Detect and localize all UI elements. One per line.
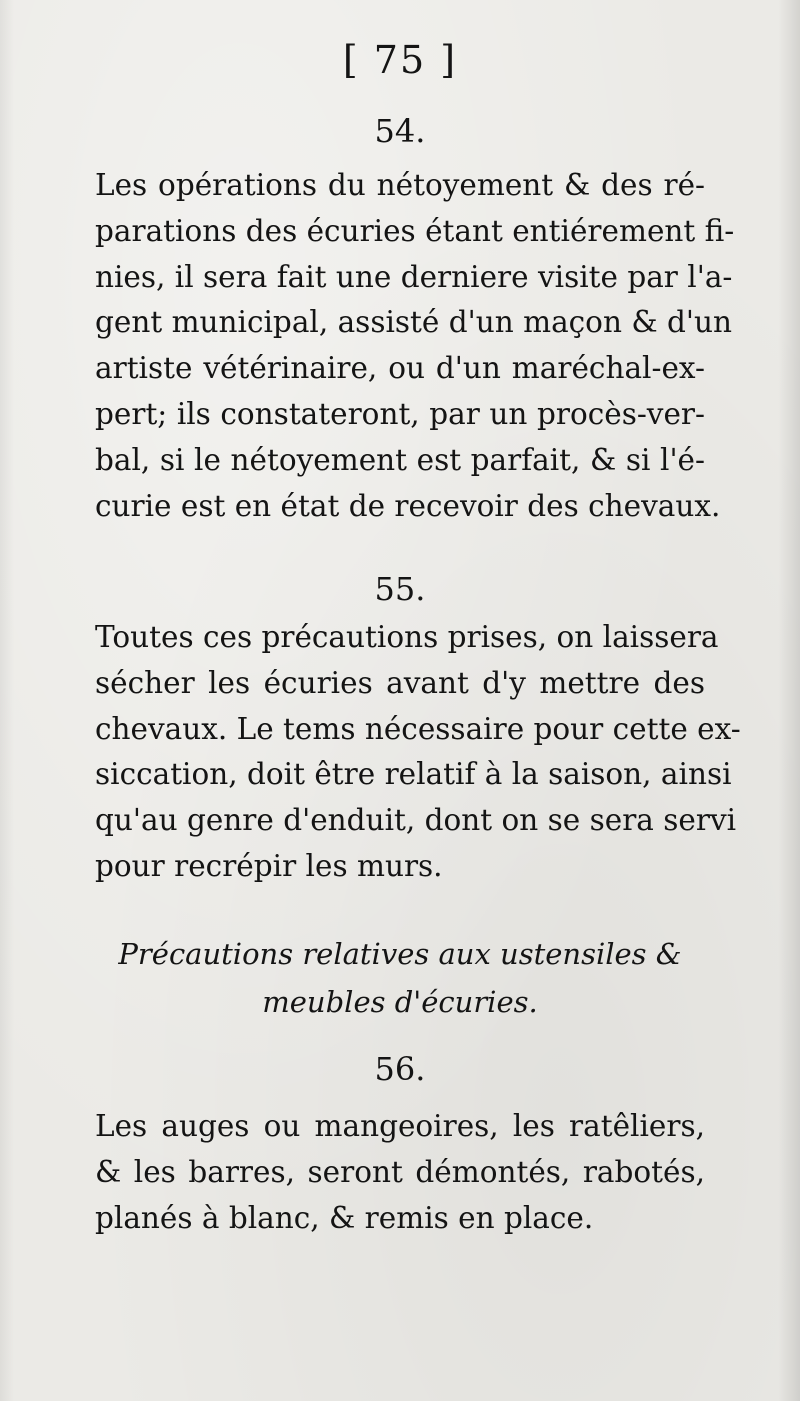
- article-number-55: 55.: [374, 570, 426, 608]
- article-54-text: [95, 163, 735, 529]
- text-line: pour recrépir les murs.: [95, 848, 443, 883]
- text-line: curie est en état de recevoir des chevaux.: [95, 488, 721, 523]
- article-number-54: 54.: [374, 112, 426, 150]
- text-line: pert; ils constateront, par un procès-ver-: [95, 396, 705, 431]
- heading-line: Précautions relatives aux ustensiles &: [118, 937, 682, 971]
- text-line: nies, il sera fait une derniere visite par l'a-: [95, 259, 733, 294]
- text-line: artiste vétérinaire, ou d'un maréchal-ex-: [95, 351, 705, 386]
- text-line: & les barres, seront démontés, rabotés,: [95, 1154, 705, 1189]
- text-line: sécher les écuries avant d'y mettre des: [95, 665, 705, 700]
- section-heading: [95, 930, 705, 1026]
- text-line: planés à blanc, & remis en place.: [95, 1200, 594, 1235]
- text-line: Les opérations du nétoyement & des ré-: [95, 168, 705, 202]
- text-line: siccation, doit être relatif à la saison, ainsi: [95, 757, 732, 792]
- text-line: bal, si le nétoyement est parfait, & si l'é-: [95, 442, 705, 477]
- article-55-text: [95, 615, 741, 890]
- page-shadow-left: [0, 0, 14, 1401]
- text-line: Toutes ces précautions prises, on laissera: [95, 620, 719, 654]
- text-line: Les auges ou mangeoires, les ratêliers,: [95, 1109, 705, 1143]
- text-line: chevaux. Le tems nécessaire pour cette ex-: [95, 711, 741, 746]
- page-shadow-right: [778, 0, 800, 1401]
- article-56-text: [95, 1104, 705, 1241]
- article-number-56: 56.: [374, 1050, 426, 1088]
- text-line: gent municipal, assisté d'un maçon & d'un: [95, 305, 732, 340]
- heading-line: meubles d'écuries.: [262, 985, 538, 1019]
- text-line: parations des écuries étant entiérement fi-: [95, 213, 735, 248]
- page-number-header: [ 75 ]: [342, 38, 458, 82]
- text-line: qu'au genre d'enduit, dont on se sera servi: [95, 803, 737, 838]
